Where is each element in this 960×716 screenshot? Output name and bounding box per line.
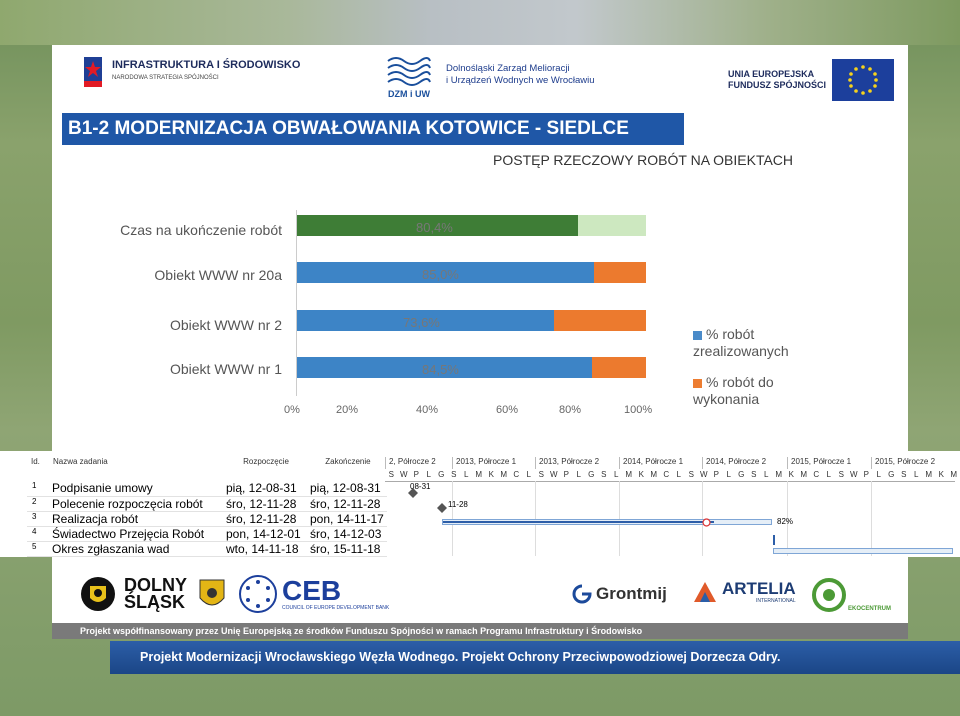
bar-segment-todo [592,357,646,378]
gantt-month: W [549,470,558,479]
gantt-month: L [464,470,469,479]
col-id: Id. [31,457,40,466]
gantt-period: 2013, Półrocze 1 [452,457,535,469]
gantt-month: M [500,470,508,479]
gantt-month: P [863,470,869,479]
gantt-month: L [914,470,919,479]
gantt-task-progress [443,521,714,523]
artelia-subtitle: INTERNATIONAL [756,598,796,604]
gantt-month: G [888,470,895,479]
gantt-month: M [625,470,633,479]
row-id: 3 [27,511,49,526]
gantt-month: S [601,470,607,479]
gantt-month: K [488,470,494,479]
row-name: Świadectwo Przejęcia Robót [49,526,223,541]
gantt-month: L [826,470,831,479]
chart-data-label: 84,5% [422,362,459,377]
table-row[interactable] [27,526,387,541]
chart-category-label: Obiekt WWW nr 1 [169,361,282,377]
gantt-month: S [538,470,544,479]
col-name: Nazwa zadania [53,457,108,466]
gantt-month: L [576,470,581,479]
chart-bar-time [297,215,646,236]
legend-todo [693,374,774,408]
chart-bar-obj-20a [297,262,646,283]
gantt-month: M [650,470,658,479]
gantt-month: W [849,470,858,479]
progress-chart [52,200,908,425]
schedule-panel [0,451,960,557]
col-start: Rozpoczęcie [243,457,289,466]
chart-x-tick: 40% [416,404,439,416]
legend-done-line-1: % robót [706,326,755,342]
task-table [27,451,387,557]
ceb-logo [238,574,389,614]
artelia-icon [692,580,718,604]
logo-2-abbr: DZM i UW [388,89,430,99]
gantt-month: C [663,470,670,479]
grontmij-text: Grontmij [596,584,667,603]
gantt-month: W [399,470,408,479]
chart-x-tick: 20% [336,404,359,416]
grontmij-icon [572,584,592,604]
milestone-diamond-icon [437,503,447,513]
chart-bar-obj-1 [297,357,646,378]
coat-of-arms-icon [80,576,116,612]
legend-todo-line-2: wykonania [693,391,760,407]
gantt-month: M [475,470,483,479]
ceb-emblem-icon [238,574,278,614]
logo-2-line-1: Dolnośląski Zarząd Melioracji [446,63,570,74]
logo-3-line-2: FUNDUSZ SPÓJNOŚCI [728,80,827,90]
chart-category-label: Obiekt WWW nr 2 [169,317,282,333]
gantt-month: L [876,470,881,479]
gantt-month: L [614,470,619,479]
dolny-line-1: DOLNY [124,575,187,595]
status-marker-icon [702,518,711,527]
infrastruktura-logo [80,53,300,91]
grontmij-logo [572,584,667,604]
gantt-period: 2015, Półrocze 1 [787,457,871,469]
row-name: Okres zgłaszania wad [49,541,223,556]
ceb-subtitle: COUNCIL OF EUROPE DEVELOPMENT BANK [282,605,390,611]
gantt-month: W [699,470,708,479]
gantt-month: G [738,470,745,479]
gantt-month: L [726,470,731,479]
bar-segment-todo [594,262,646,283]
legend-todo-line-1: % robót do [706,374,774,390]
progress-label: 82% [777,517,794,526]
chart-data-label: 85,0% [422,267,459,282]
gantt-month: S [688,470,694,479]
gantt-month: L [676,470,681,479]
chart-bar-obj-2 [297,310,646,331]
footer-cofinancing: Projekt współfinansowany przez Unię Europejską ze środków Funduszu Spójności w ramach Programu Infrastruktury i Środowisko [52,623,908,639]
legend-swatch-done [693,331,702,340]
logo-3-line-1: UNIA EUROPEJSKA [728,69,815,79]
shield-icon [198,578,226,612]
gantt-period: 2014, Półrocze 2 [702,457,787,469]
row-end: śro, 12-11-28 [307,496,387,511]
gantt-task-bar[interactable] [442,519,772,525]
eu-flag-icon [832,59,894,101]
gantt-period: 2014, Półrocze 1 [619,457,702,469]
partner-logos [52,570,908,623]
col-end: Zakończenie [325,457,371,466]
row-id: 4 [27,526,49,541]
gantt-month: K [788,470,794,479]
row-name: Polecenie rozpoczęcia robót [49,496,223,511]
row-id: 2 [27,496,49,511]
waves-icon [384,51,434,89]
gantt-month: M [800,470,808,479]
gantt-month: S [901,470,907,479]
header-logos [52,45,908,107]
chart-x-tick: 100% [624,404,653,416]
gantt-month: K [638,470,644,479]
gantt-month: C [513,470,520,479]
gantt-month: P [563,470,569,479]
gantt-month: S [388,470,394,479]
chart-category-label: Obiekt WWW nr 20a [154,267,282,283]
row-end: pią, 12-08-31 [307,481,387,496]
table-header [27,451,387,481]
gantt-month: S [751,470,757,479]
footer-project: Projekt Modernizacji Wrocławskiego Węzła Wodnego. Projekt Ochrony Przeciwpowodziowej Dorzecza Odry. [110,641,960,674]
row-start: śro, 12-11-28 [223,511,307,526]
chart-x-tick: 80% [559,404,582,416]
gantt-month: C [813,470,820,479]
logo-1-title: INFRASTRUKTURA I ŚRODOWISKO [112,59,301,71]
gantt-month: S [838,470,844,479]
dzmiuw-logo [384,51,595,99]
table-row[interactable] [27,541,387,556]
table-row[interactable] [27,511,387,526]
gantt-month: K [938,470,944,479]
herb-logo [198,578,226,612]
gantt-month: M [925,470,933,479]
legend-done [693,326,789,360]
milestone-1-label: 08-31 [410,482,431,491]
row-name: Realizacja robót [49,511,223,526]
gantt-month: G [588,470,595,479]
row-end: pon, 14-11-17 [307,511,387,526]
row-end: śro, 14-12-03 [307,526,387,541]
chart-category-label: Czas na ukończenie robót [120,222,282,238]
gantt-month: P [713,470,719,479]
bar-segment-todo [578,215,646,236]
eko-text: EKOCENTRUM [848,606,891,612]
background-photo [0,0,960,45]
gantt-month: L [764,470,769,479]
row-id: 5 [27,541,49,556]
eu-logo [728,59,894,101]
logo-1-subtitle: NARODOWA STRATEGIA SPÓJNOŚCI [112,75,219,81]
gantt-divider [871,481,872,556]
chart-x-tick: 60% [496,404,519,416]
page-title: B1-2 MODERNIZACJA OBWAŁOWANIA KOTOWICE - SIEDLCE [62,113,684,145]
row-id: 1 [27,481,49,496]
gantt-month: S [451,470,457,479]
milestone-2-label: 11-28 [448,500,468,509]
gantt-period: 2015, Półrocze 2 [871,457,955,469]
eko-leaf-icon [812,578,846,612]
gantt-chart [385,457,958,556]
gantt-month: M [775,470,783,479]
dolny-line-2: ŚLĄSK [124,592,186,612]
bar-segment-todo [554,310,646,331]
row-start: pią, 12-08-31 [223,481,307,496]
logo-2-line-2: i Urządzeń Wodnych we Wrocławiu [446,75,595,86]
artelia-logo [692,580,796,604]
table-row[interactable] [27,496,387,511]
ekocentrum-logo [812,578,891,612]
gantt-month: G [438,470,445,479]
page-subtitle: POSTĘP RZECZOWY ROBÓT NA OBIEKTACH [493,152,794,168]
row-start: pon, 14-12-01 [223,526,307,541]
gantt-month: P [413,470,419,479]
gantt-month: L [526,470,531,479]
chart-data-label: 73,6% [403,315,440,330]
gantt-period: 2, Półrocze 2 [385,457,452,469]
star-flag-icon [80,53,106,91]
ceb-title: CEB [282,575,342,606]
gantt-month: M [950,470,958,479]
row-name: Podpisanie umowy [49,481,223,496]
row-start: śro, 12-11-28 [223,496,307,511]
chart-x-tick: 0% [284,404,300,416]
legend-done-line-2: zrealizowanych [693,343,789,359]
row-start: wto, 14-11-18 [223,541,307,556]
legend-swatch-todo [693,379,702,388]
row-end: śro, 15-11-18 [307,541,387,556]
gantt-task-bar[interactable] [773,535,775,545]
chart-data-label: 80,4% [416,220,453,235]
table-row[interactable] [27,481,387,496]
gantt-task-bar[interactable] [773,548,953,554]
gantt-period: 2013, Półrocze 2 [535,457,619,469]
artelia-title: ARTELIA [722,579,796,598]
dolny-slask-logo [80,576,187,612]
gantt-month: L [426,470,431,479]
